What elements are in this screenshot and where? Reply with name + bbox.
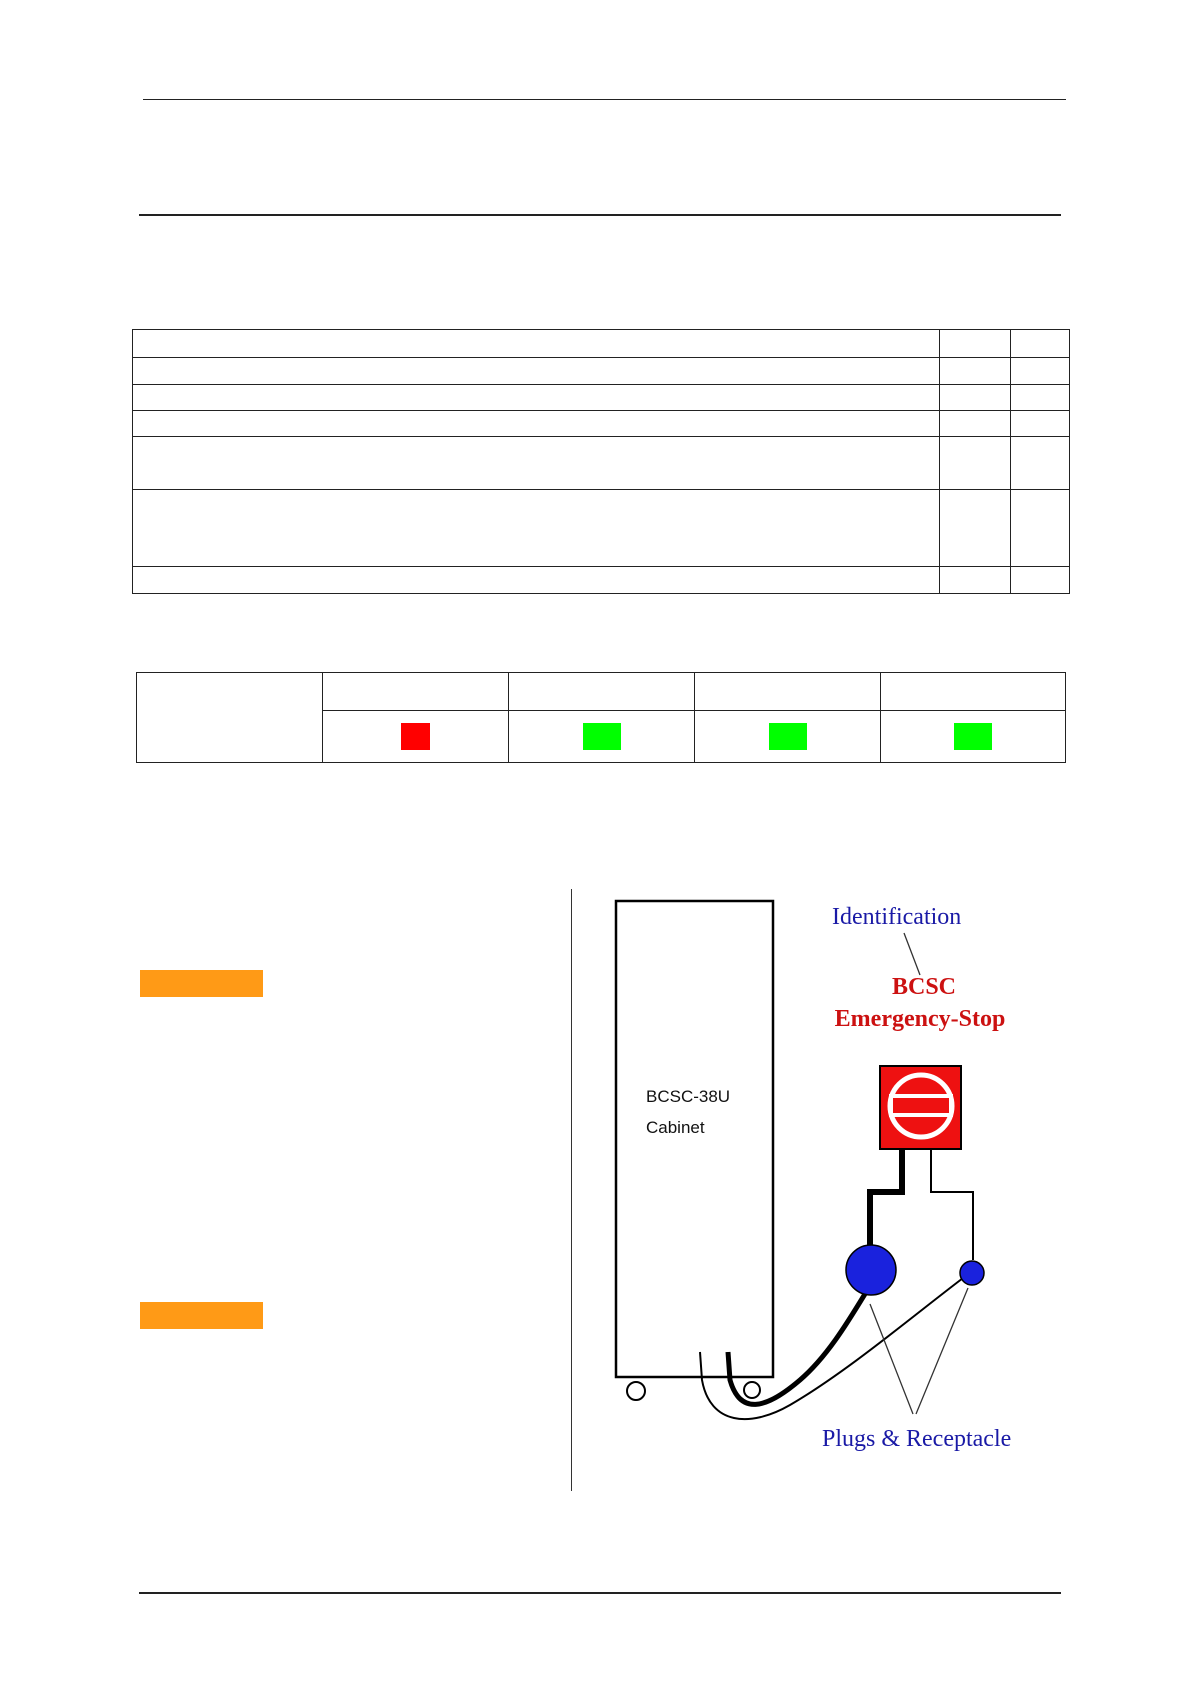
table-cell <box>323 711 509 763</box>
table-cell <box>133 437 940 490</box>
estop-label-line1: BCSC <box>891 974 957 1000</box>
table-cell <box>133 411 940 437</box>
column-divider <box>571 889 572 1491</box>
status-indicator-table <box>136 672 1066 763</box>
cabinet-outline <box>616 901 773 1377</box>
table-row <box>133 567 1070 594</box>
table-cell <box>940 490 1011 567</box>
table-cell <box>940 411 1011 437</box>
table-cell <box>509 711 695 763</box>
table-row <box>133 411 1070 437</box>
table-cell <box>695 673 881 711</box>
header-rule-top <box>143 99 1066 100</box>
table-cell <box>940 385 1011 411</box>
footer-rule <box>139 1592 1061 1594</box>
table-row <box>133 330 1070 358</box>
table-cell <box>509 673 695 711</box>
cabinet-label-model: BCSC-38U <box>646 1087 731 1106</box>
plugs-pointer <box>870 1304 913 1414</box>
table-cell <box>1011 385 1070 411</box>
table-cell <box>940 567 1011 594</box>
status-indicator-green <box>769 723 807 750</box>
cabinet-caster <box>744 1382 760 1398</box>
identification-pointer <box>904 933 920 975</box>
control-plug-receptacle <box>960 1261 984 1285</box>
status-indicator-green <box>954 723 992 750</box>
plugs-pointer <box>916 1288 968 1414</box>
table-cell <box>1011 490 1070 567</box>
estop-label-line2: Emergency-Stop <box>834 1006 1006 1032</box>
control-wire <box>931 1149 973 1260</box>
table-cell <box>695 711 881 763</box>
header-rule-bottom <box>139 214 1061 216</box>
table-cell <box>1011 358 1070 385</box>
table-cell <box>1011 411 1070 437</box>
checklist-table <box>132 329 1070 594</box>
table-row <box>133 358 1070 385</box>
table-cell <box>133 358 940 385</box>
plugs-receptacle-label: Plugs & Receptacle <box>822 1426 1012 1452</box>
cabinet-caster <box>627 1382 645 1400</box>
table-cell <box>137 673 323 763</box>
estop-switch-handle <box>891 1096 951 1115</box>
main-plug-receptacle <box>846 1245 896 1295</box>
warning-highlight-bar <box>140 1302 263 1329</box>
table-cell <box>881 673 1066 711</box>
table-cell <box>881 711 1066 763</box>
identification-label: Identification <box>832 904 962 930</box>
status-indicator-green <box>583 723 621 750</box>
table-row <box>133 385 1070 411</box>
table-row <box>133 490 1070 567</box>
table-cell <box>133 385 940 411</box>
table-cell <box>940 437 1011 490</box>
table-cell <box>1011 330 1070 358</box>
table-cell <box>323 673 509 711</box>
table-cell <box>133 330 940 358</box>
table-cell <box>940 330 1011 358</box>
table-cell <box>1011 567 1070 594</box>
cabinet-label-type: Cabinet <box>646 1118 705 1137</box>
estop-wiring-diagram <box>590 880 1060 1470</box>
main-power-cable <box>870 1149 902 1260</box>
status-indicator-red <box>401 723 430 750</box>
table-row <box>137 673 1066 711</box>
table-row <box>133 437 1070 490</box>
table-cell <box>133 567 940 594</box>
table-cell <box>1011 437 1070 490</box>
table-cell <box>133 490 940 567</box>
warning-highlight-bar <box>140 970 263 997</box>
table-cell <box>940 358 1011 385</box>
